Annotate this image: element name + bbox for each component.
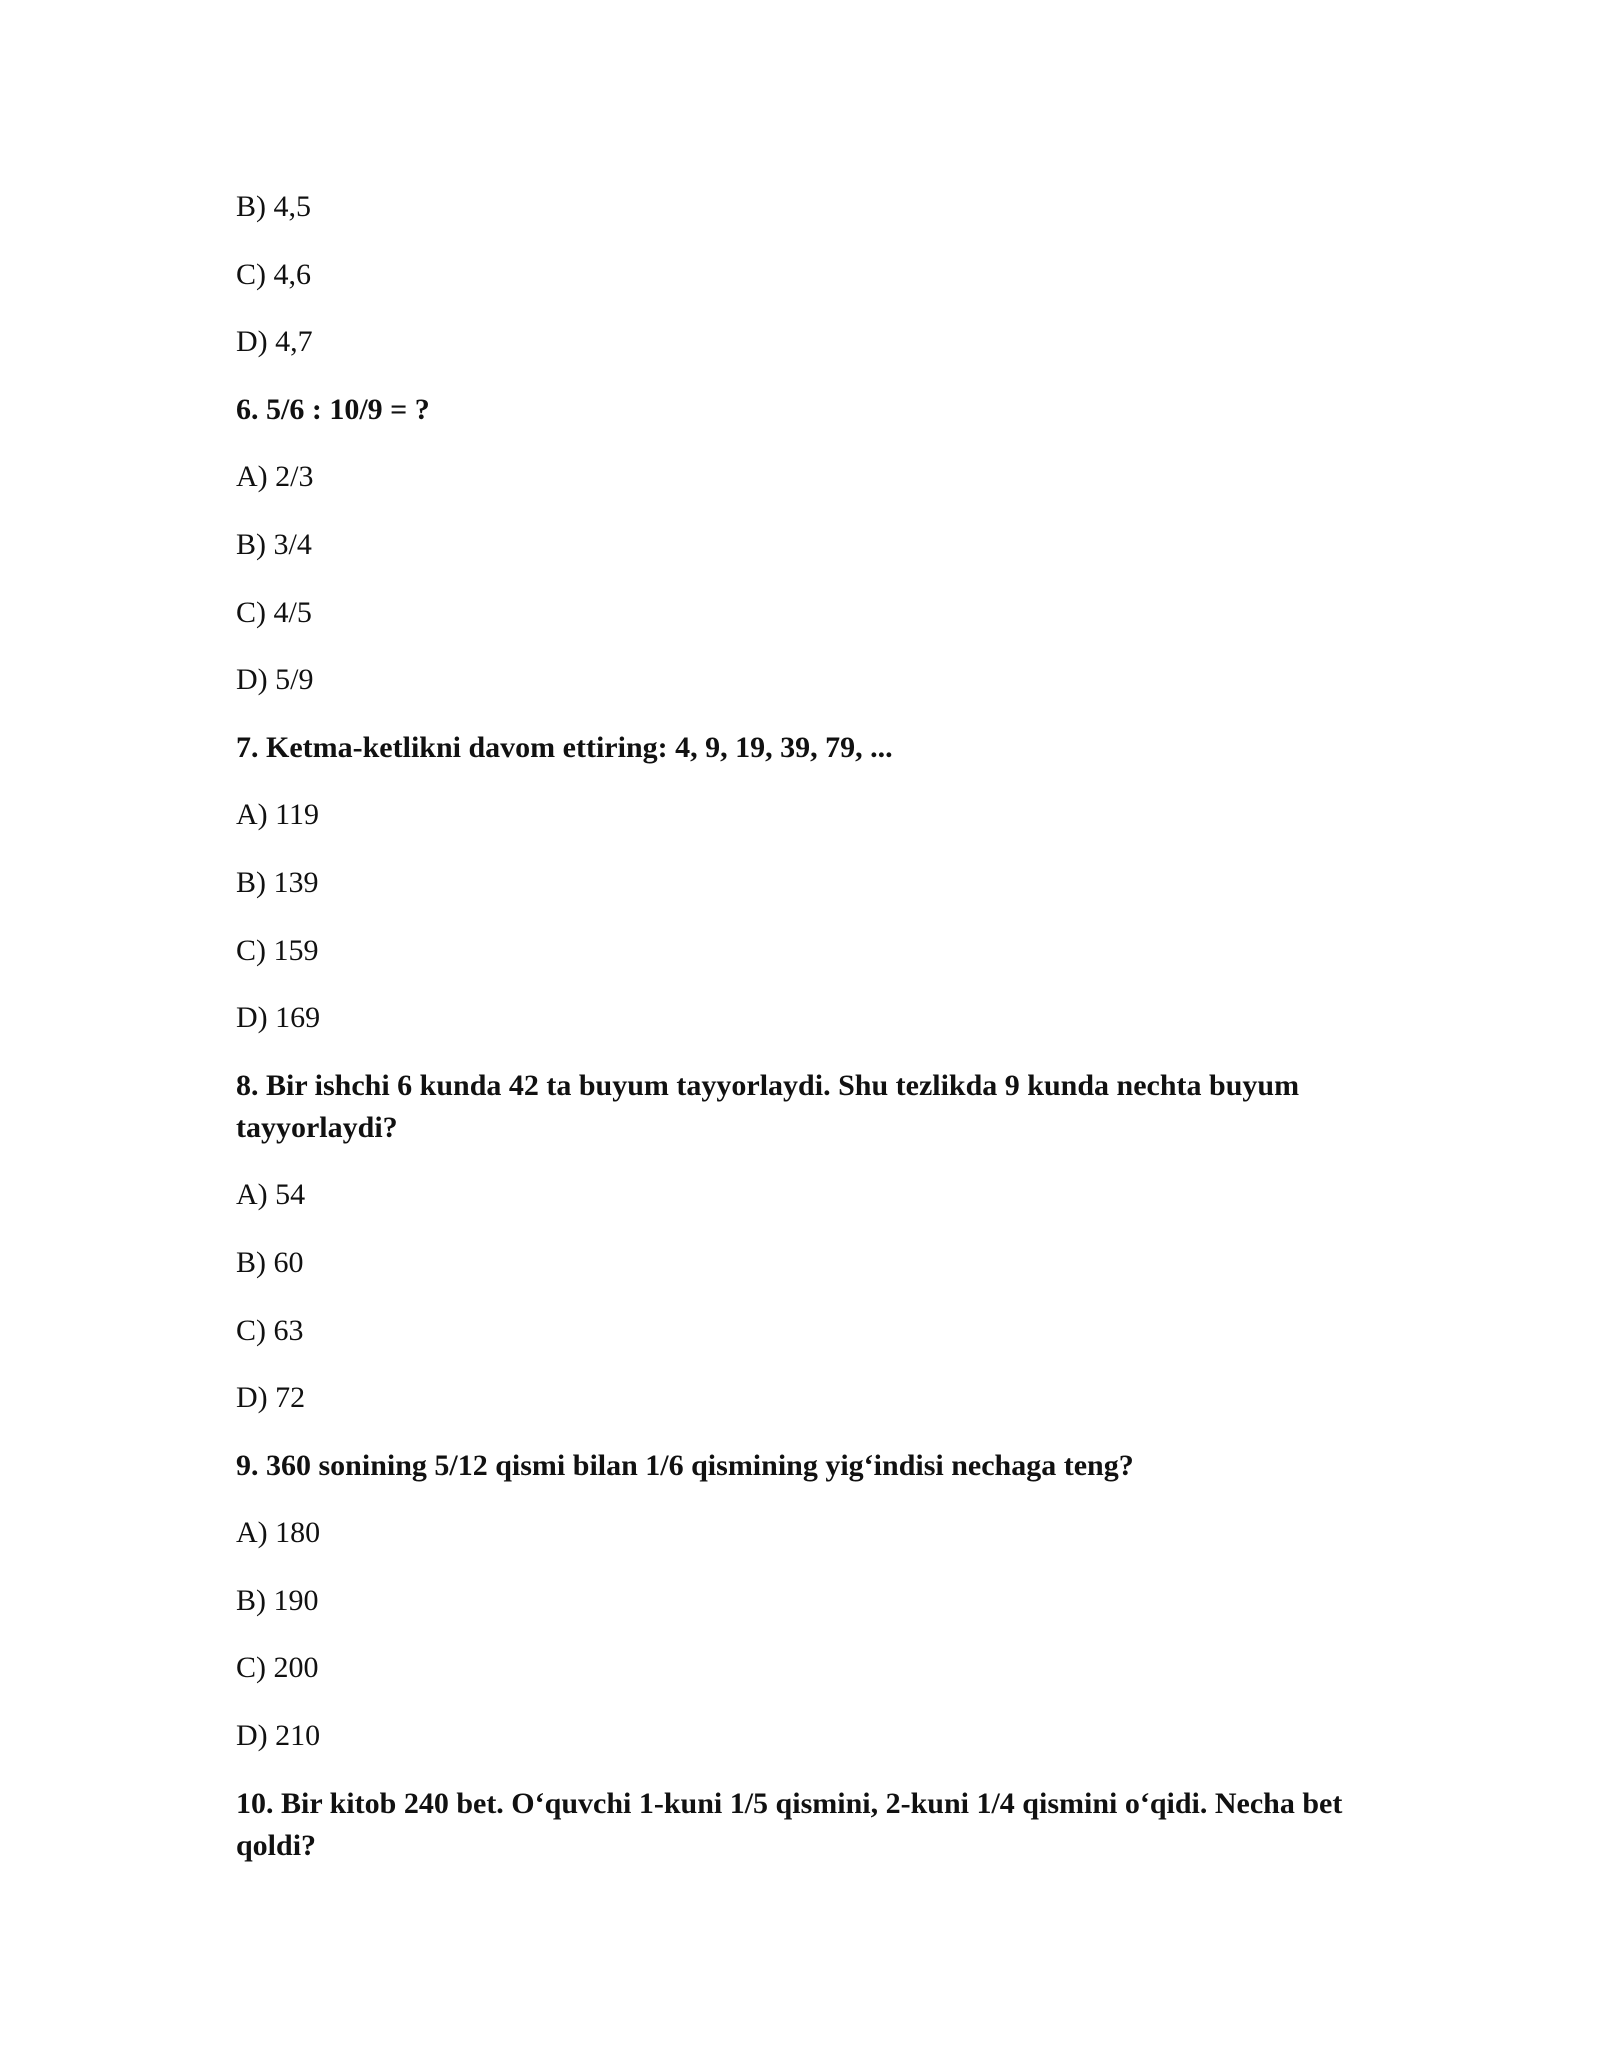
option-9d: D) 210 xyxy=(236,1719,321,1753)
question-8: 8. Bir ishchi 6 kunda 42 ta buyum tayyorlaydi. Shu tezlikda 9 kunda nechta buyum tayyorlaydi? xyxy=(236,1068,1300,1144)
option-8c: C) 63 xyxy=(236,1313,304,1347)
question-6: 6. 5/6 : 10/9 = ? xyxy=(236,392,430,426)
option-9b: B) 190 xyxy=(236,1583,319,1617)
question-7: 7. Ketma-ketlikni davom ettiring: 4, 9, 19, 39, 79, ... xyxy=(236,730,893,764)
option-7a: A) 119 xyxy=(236,798,320,832)
option-7c: C) 159 xyxy=(236,933,319,967)
option-7d: D) 169 xyxy=(236,1001,321,1035)
quiz-content xyxy=(236,186,1364,1892)
question-9: 9. 360 sonining 5/12 qismi bilan 1/6 qismining yig‘indisi nechaga teng? xyxy=(236,1448,1134,1482)
option-6c: C) 4/5 xyxy=(236,595,312,629)
option-9c: C) 200 xyxy=(236,1651,319,1685)
option-7b: B) 139 xyxy=(236,865,319,899)
option-6a: A) 2/3 xyxy=(236,460,314,494)
option-5b: B) 4,5 xyxy=(236,190,311,223)
question-10: 10. Bir kitob 240 bet. O‘quvchi 1-kuni 1/5 qismini, 2-kuni 1/4 qismini o‘qidi. Necha bet qoldi? xyxy=(236,1786,1343,1862)
option-5d: D) 4,7 xyxy=(236,325,313,359)
option-6d: D) 5/9 xyxy=(236,663,314,697)
option-8d: D) 72 xyxy=(236,1381,306,1415)
option-5c: C) 4,6 xyxy=(236,257,311,291)
option-8a: A) 54 xyxy=(236,1178,306,1212)
option-9a: A) 180 xyxy=(236,1516,321,1550)
option-6b: B) 3/4 xyxy=(236,527,312,561)
option-8b: B) 60 xyxy=(236,1245,304,1279)
